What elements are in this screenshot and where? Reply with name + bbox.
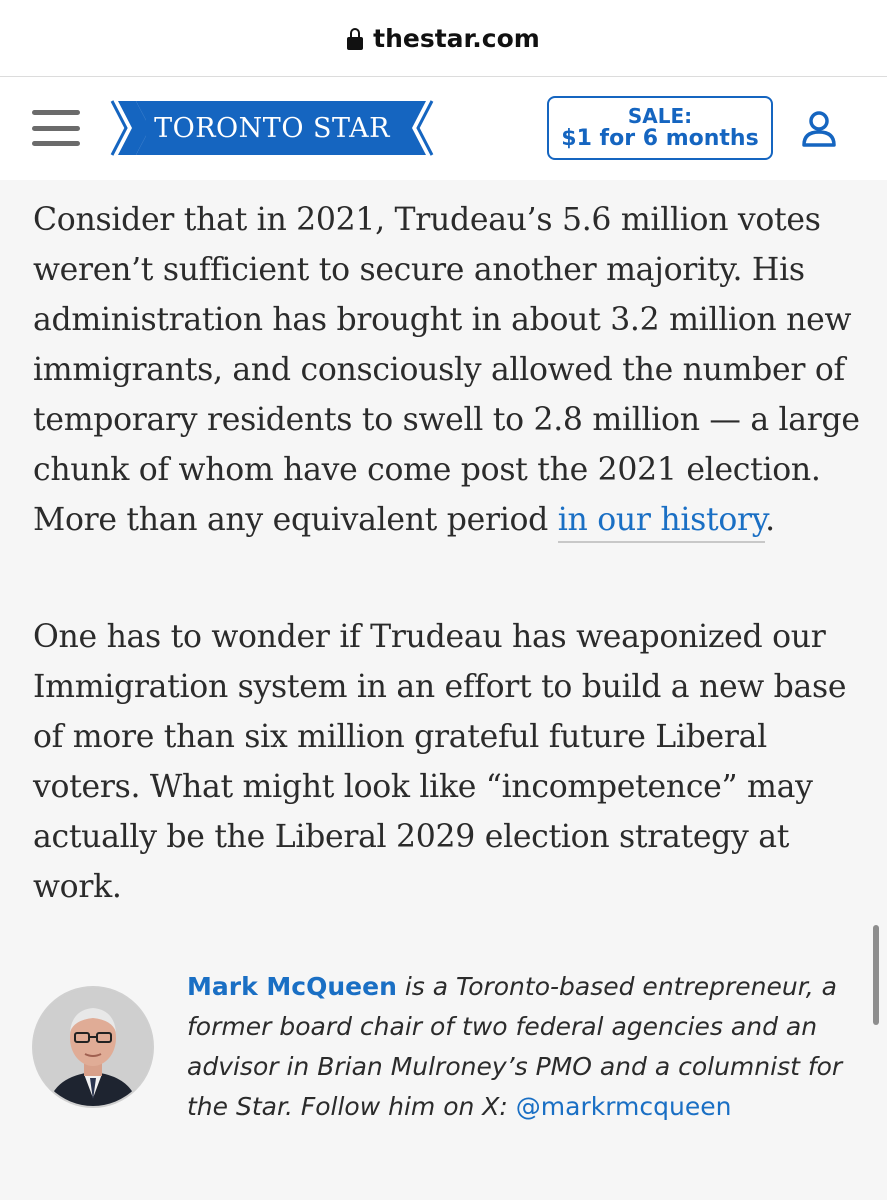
hamburger-menu-icon[interactable]: [32, 110, 80, 146]
sale-label: SALE:: [627, 103, 693, 128]
author-photo: [34, 988, 152, 1106]
article-paragraph: Consider that in 2021, Trudeau’s 5.6 million votes weren’t sufficient to secure another majority. His administration has brought in about 3.2 million new immigrants, and consciously allowed the number of temporary residents to swell to 2.8 million — a large chunk of whom have come post the 2021 election. More than any equivalent period in our history.: [33, 195, 865, 545]
user-account-icon[interactable]: [801, 110, 837, 148]
sale-offer: $1 for 6 months: [561, 125, 759, 151]
history-link[interactable]: in our history: [558, 502, 765, 543]
author-x-handle-link[interactable]: @markrmcqueen: [515, 1092, 732, 1121]
article-paragraph: One has to wonder if Trudeau has weaponized our Immigration system in an effort to build a new base of more than six million grateful future Liberal voters. What might look like “incompetence” may actually be the Liberal 2029 election strategy at work.: [33, 619, 847, 905]
author-avatar: [32, 986, 154, 1108]
author-bio: Mark McQueen is a Toronto-based entrepreneur, a former board chair of two federal agencies and an advisor in Brian Mulroney’s PMO and a columnist for the Star. Follow him on X: @markrmcqueen: [187, 972, 843, 1121]
article-body: [0, 180, 887, 1200]
sale-subscribe-button[interactable]: [547, 96, 773, 160]
toronto-star-logo[interactable]: [110, 99, 434, 157]
url-domain[interactable]: thestar.com: [373, 23, 540, 53]
author-name-link[interactable]: Mark McQueen: [187, 972, 397, 1001]
logo-text: TORONTO STAR: [154, 112, 390, 144]
lock-icon: [347, 28, 363, 50]
page-scrollbar[interactable]: [873, 925, 879, 1025]
browser-address-bar[interactable]: [0, 0, 887, 77]
site-header: [0, 77, 887, 180]
